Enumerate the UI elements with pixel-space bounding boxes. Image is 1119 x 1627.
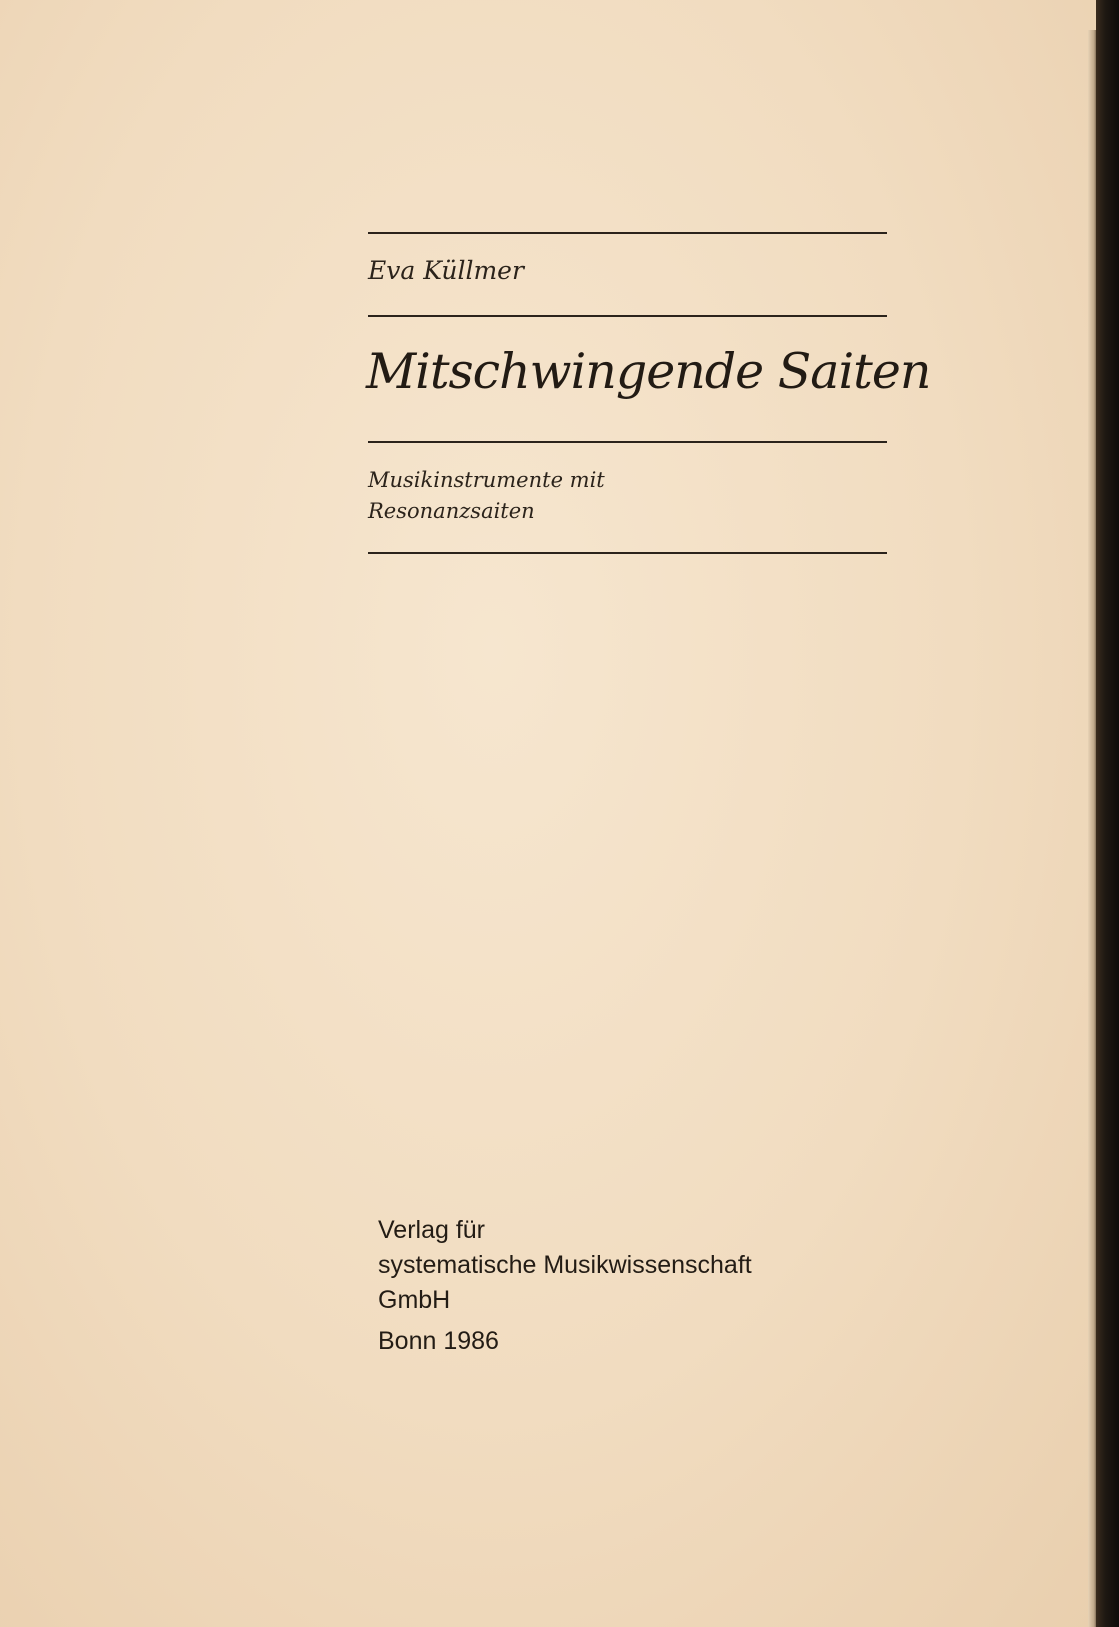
book-subtitle (368, 465, 605, 527)
subtitle-rule (368, 552, 887, 554)
place-year: Bonn 1986 (378, 1327, 499, 1355)
author-name: Eva Küllmer (368, 256, 524, 285)
author-rule (368, 315, 887, 317)
publisher-line-1: Verlag für (378, 1216, 486, 1244)
title-rule (368, 441, 887, 443)
publisher-line-2: systematische Musikwissenschaft (378, 1251, 752, 1279)
subtitle-line-2: Resonanzsaiten (368, 499, 535, 523)
book-cover-edge (1096, 0, 1119, 1627)
publisher-block (378, 1213, 752, 1318)
book-title: Mitschwingende Saiten (366, 343, 931, 400)
publisher-line-3: GmbH (378, 1286, 451, 1314)
top-rule (368, 232, 887, 234)
subtitle-line-1: Musikinstrumente mit (368, 468, 605, 492)
